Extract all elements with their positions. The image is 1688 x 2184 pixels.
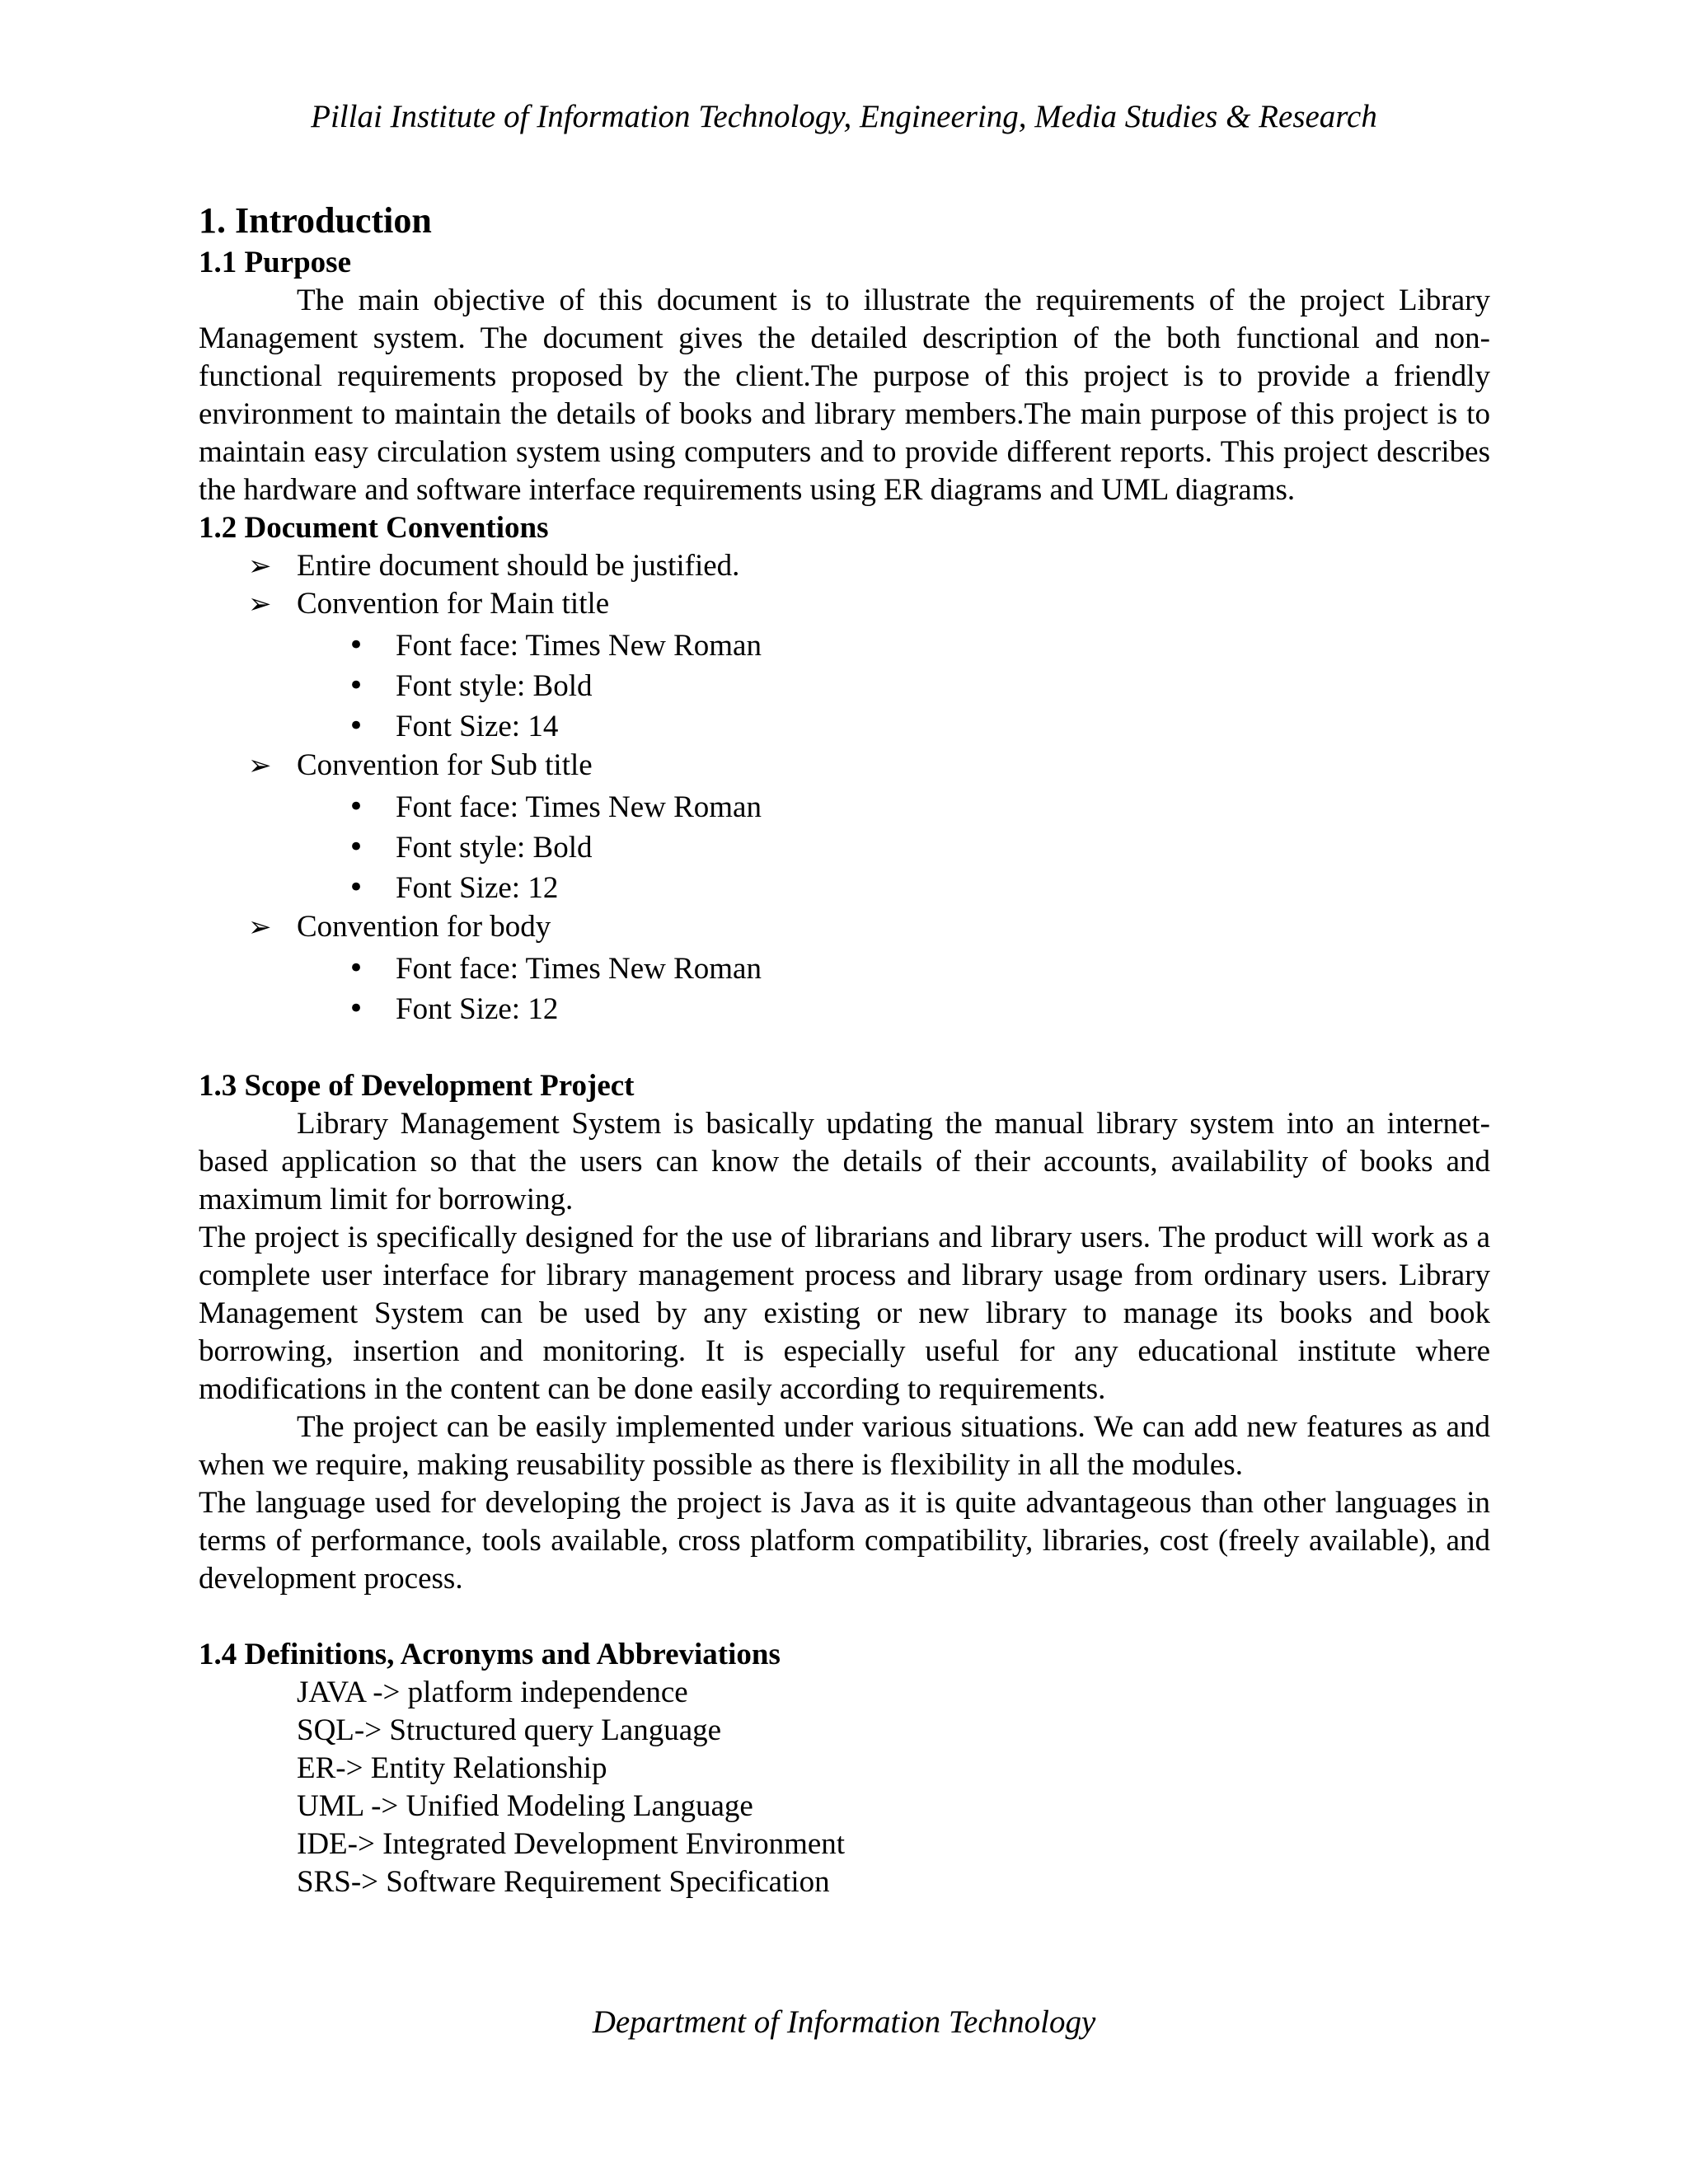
sub-item-label: Font Size: 12 (396, 992, 559, 1026)
arrow-bullet-icon: ➢ (248, 588, 272, 621)
list-item (199, 747, 1490, 785)
bullet-dot-icon: • (348, 710, 365, 743)
bullet-dot-icon: • (348, 669, 365, 702)
bullet-dot-icon: • (348, 831, 365, 864)
running-footer: Department of Information Technology (592, 2004, 1096, 2040)
scope-paragraph-1: Library Management System is basically updating the manual library system into an internet-based application so that the users can know the details of their accounts, availability of books and maximum limit for borrowing. (199, 1107, 1490, 1216)
sub-list (199, 949, 1490, 1029)
sublist-container (199, 626, 1490, 747)
list-item-label: Convention for body (297, 910, 551, 944)
sub-list-item (199, 666, 1490, 706)
document-body (199, 198, 1490, 1901)
list-item-label: Convention for Main title (297, 587, 610, 621)
spacer (199, 1029, 1490, 1067)
section-title: 1. Introduction (199, 200, 432, 241)
purpose-paragraph: The main objective of this document is to illustrate the requirements of the project Library Management system. The document gives the detailed description of the both functional and non-functional requirements proposed by the client.The purpose of this project is to provide a friendly environment to maintain the details of books and library members.The main purpose of this project is to maintain easy circulation system using computers and to provide different reports. This project describes the hardware and software interface requirements using ER diagrams and UML diagrams. (199, 284, 1490, 507)
list-item (199, 585, 1490, 623)
definitions-list (199, 1674, 1490, 1901)
sub-list-item (199, 626, 1490, 666)
definition-item: SQL-> Structured query Language (297, 1713, 722, 1747)
bullet-dot-icon: • (348, 992, 365, 1025)
arrow-bullet-icon: ➢ (248, 911, 272, 944)
sub-item-label: Font face: Times New Roman (396, 629, 762, 663)
sublist-container (199, 949, 1490, 1029)
scope-heading: 1.3 Scope of Development Project (199, 1069, 635, 1103)
sub-list-item (199, 949, 1490, 989)
scope-paragraph-2: The project is specifically designed for the use of librarians and library users. The product will work as a complete user interface for library management process and library usage from ordinary users. Library Management System can be used by any existing or new library to manage its books and book borrowing, insertion and monitoring. It is especially useful for any educational institute where modifications in the content can be done easily according to requirements. (199, 1221, 1490, 1406)
definition-item: JAVA -> platform independence (297, 1675, 688, 1709)
sub-item-label: Font Size: 14 (396, 710, 559, 743)
sub-item-label: Font style: Bold (396, 669, 593, 703)
scope-paragraph-3: The project can be easily implemented under various situations. We can add new features as and when we require, making reusability possible as there is flexibility in all the modules. (199, 1410, 1490, 1482)
sub-item-label: Font style: Bold (396, 831, 593, 865)
sub-item-label: Font face: Times New Roman (396, 952, 762, 986)
definitions-heading: 1.4 Definitions, Acronyms and Abbreviations (199, 1638, 781, 1671)
sub-list (199, 787, 1490, 908)
list-item (199, 908, 1490, 946)
list-item-label: Convention for Sub title (297, 748, 593, 782)
conventions-heading: 1.2 Document Conventions (199, 511, 549, 545)
bullet-dot-icon: • (348, 790, 365, 823)
list-item-label: Entire document should be justified. (297, 549, 740, 583)
sub-list-item (199, 827, 1490, 868)
definition-item: ER-> Entity Relationship (297, 1751, 607, 1785)
sub-list (199, 626, 1490, 747)
definition-item: SRS-> Software Requirement Specification (297, 1865, 830, 1899)
sub-list-item (199, 706, 1490, 747)
sub-item-label: Font face: Times New Roman (396, 790, 762, 824)
spacer (199, 1598, 1490, 1636)
arrow-bullet-icon: ➢ (248, 749, 272, 782)
bullet-dot-icon: • (348, 629, 365, 662)
running-header: Pillai Institute of Information Technology, Engineering, Media Studies & Research (311, 99, 1377, 134)
definition-item: UML -> Unified Modeling Language (297, 1789, 753, 1823)
purpose-heading: 1.1 Purpose (199, 246, 351, 279)
scope-paragraph-4: The language used for developing the project is Java as it is quite advantageous than other languages in terms of performance, tools available, cross platform compatibility, libraries, cost (freely available), and development process. (199, 1486, 1490, 1596)
conventions-list (199, 547, 1490, 1029)
sublist-container (199, 787, 1490, 908)
sub-list-item (199, 868, 1490, 908)
sub-list-item (199, 989, 1490, 1029)
bullet-dot-icon: • (348, 952, 365, 985)
list-item (199, 547, 1490, 585)
bullet-dot-icon: • (348, 871, 365, 904)
definition-item: IDE-> Integrated Development Environment (297, 1827, 846, 1861)
sub-list-item (199, 787, 1490, 827)
sub-item-label: Font Size: 12 (396, 871, 559, 905)
arrow-bullet-icon: ➢ (248, 550, 272, 583)
